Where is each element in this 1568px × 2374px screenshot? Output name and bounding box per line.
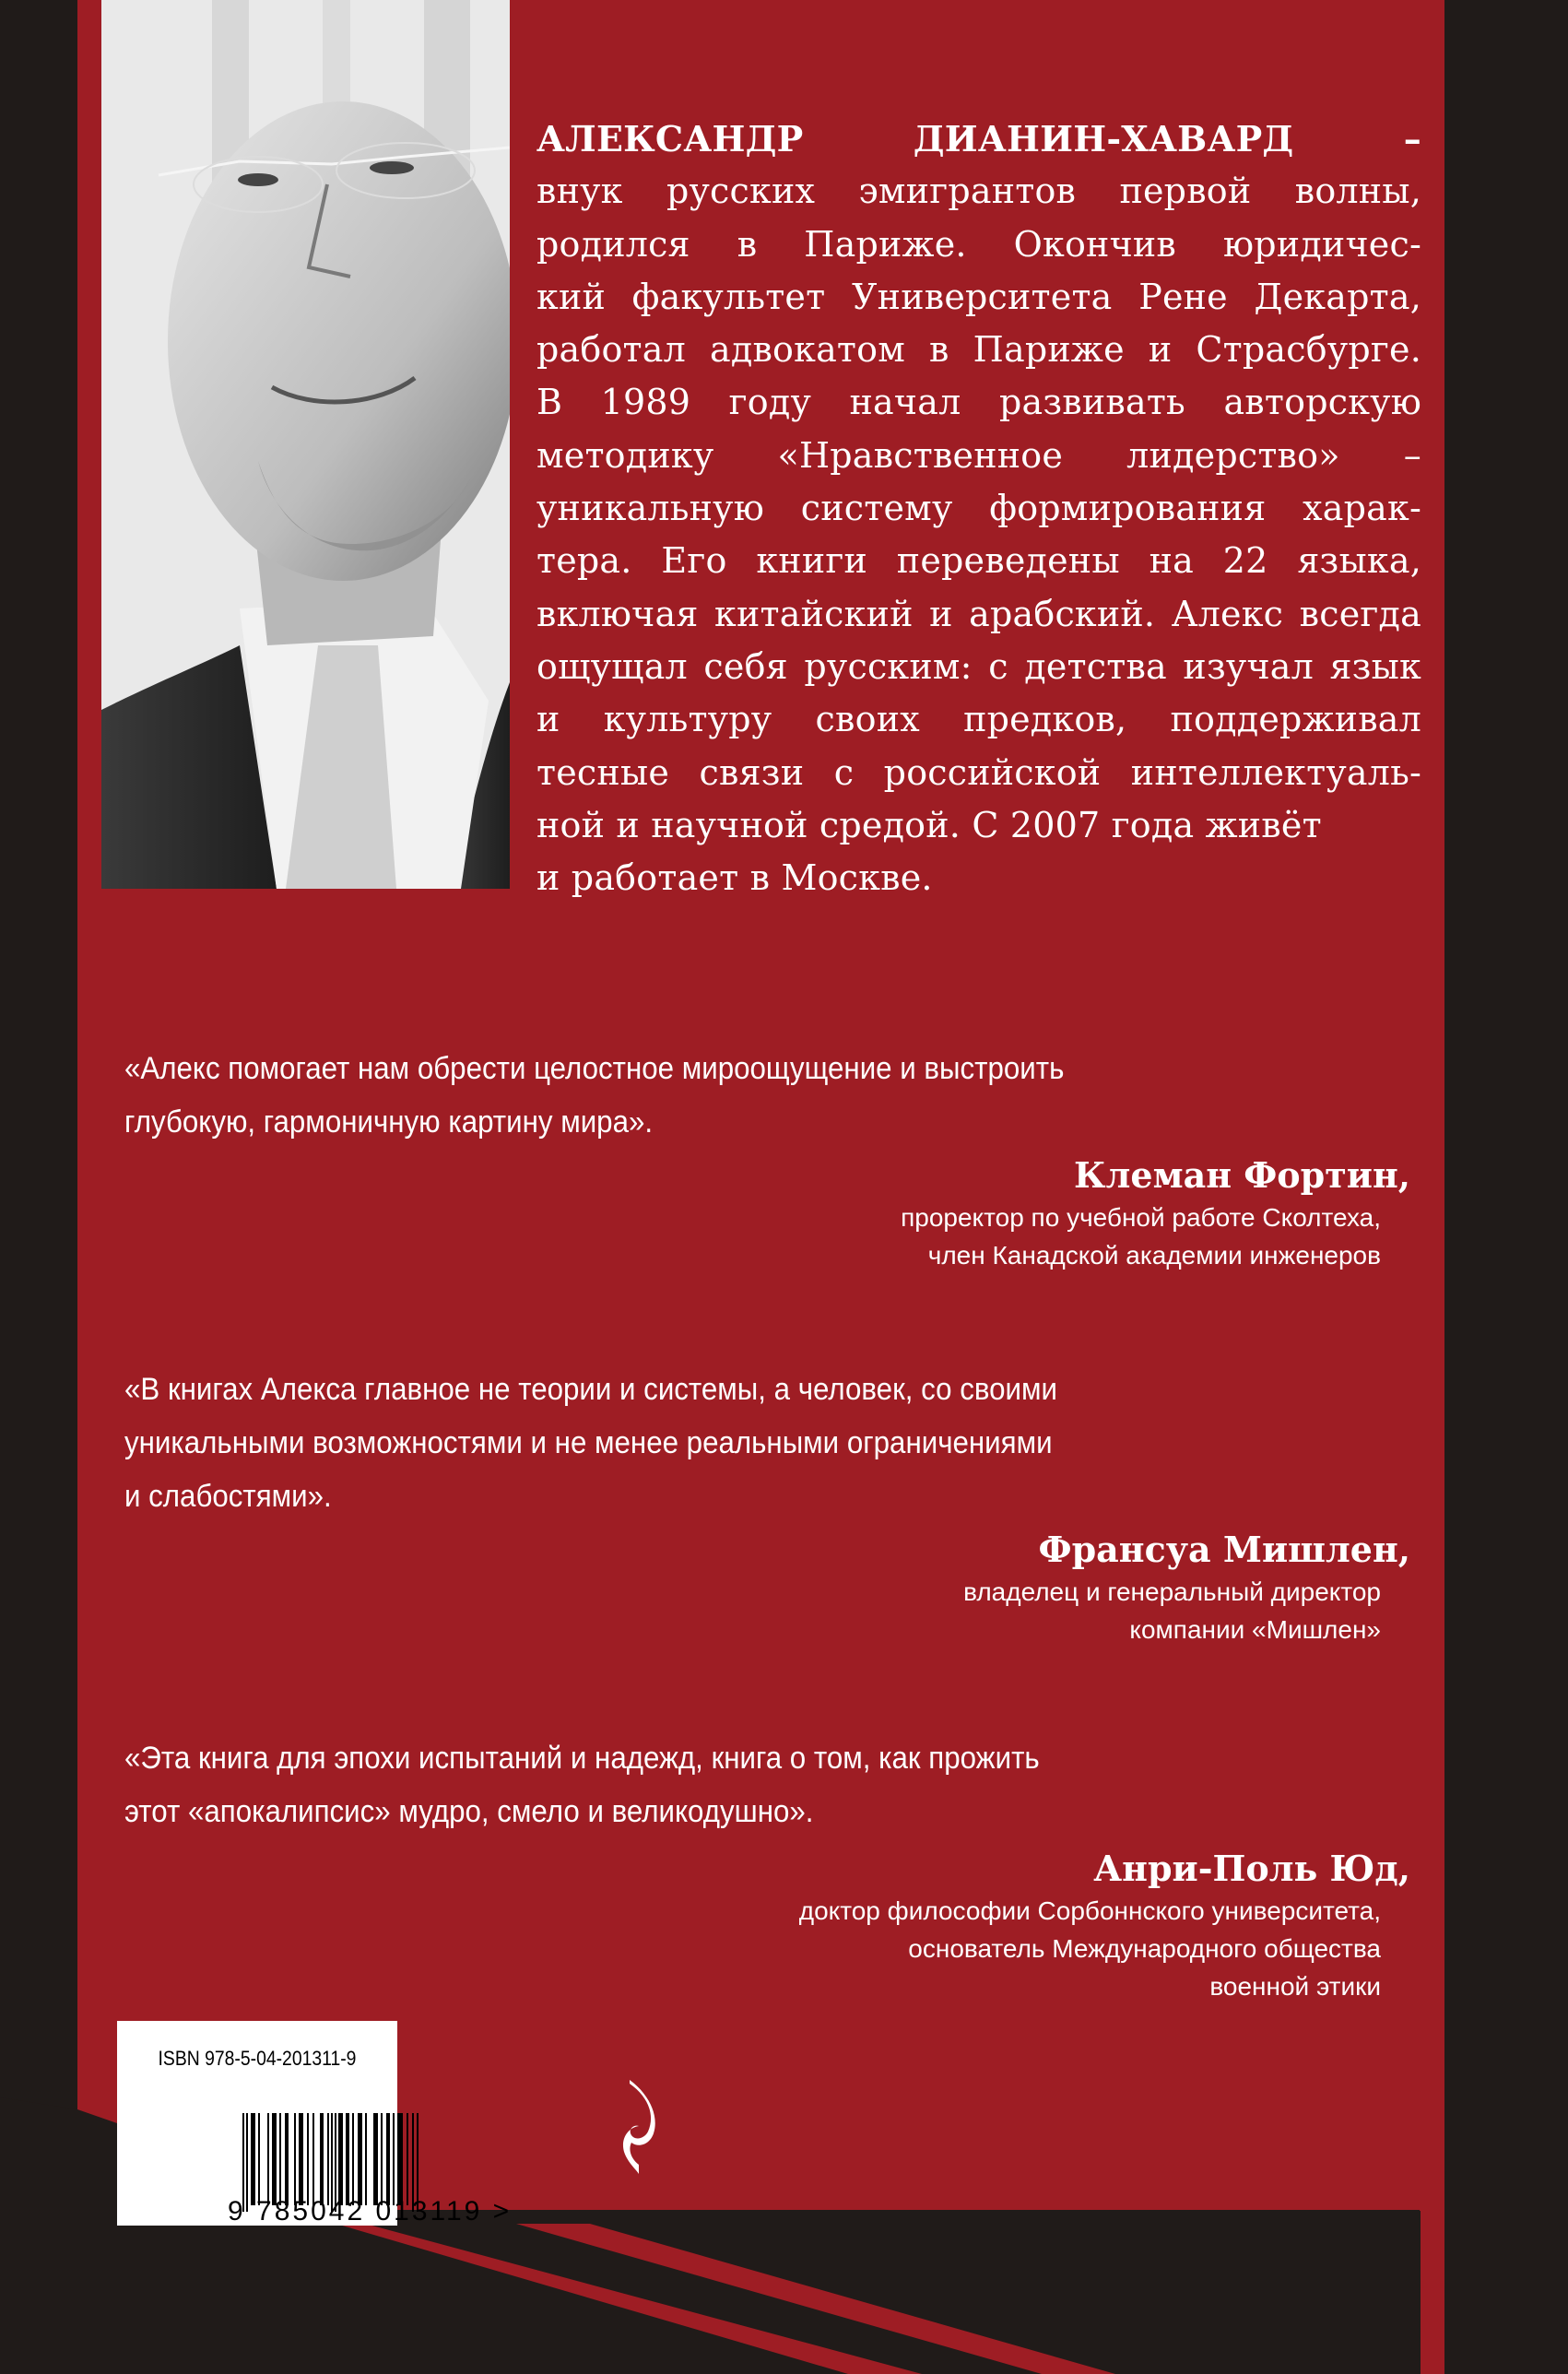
role-line: владелец и генеральный директор	[963, 1577, 1381, 1606]
role-line: проректор по учебной работе Сколтеха,	[901, 1203, 1381, 1232]
author-bio	[536, 112, 1421, 904]
role-line: доктор философии Сорбоннского университета,	[798, 1896, 1381, 1925]
role-line: член Канадской академии инженеров	[927, 1241, 1381, 1270]
quote-text	[124, 1363, 1405, 1523]
quote-line: «Алекс помогает нам обрести целостное мироощущение и выстроить	[124, 1051, 1065, 1086]
bio-line: и работает в Москве.	[536, 857, 933, 899]
bio-line: и культуру своих предков, поддерживал	[536, 699, 1421, 740]
quote-author: Франсуа Мишлен,	[1038, 1529, 1410, 1570]
quote-line: «В книгах Алекса главное не теории и системы, а человек, со своими	[124, 1372, 1057, 1407]
isbn-label: ISBN 978-5-04-201311-9	[158, 2047, 357, 2070]
ean-digits: 9 785042 013119 >	[228, 2196, 513, 2226]
quote-line: и слабостями».	[124, 1479, 332, 1514]
bio-line: уникальную систему формирования харак-	[536, 488, 1421, 529]
role-line: компании «Мишлен»	[1129, 1615, 1381, 1644]
testimonial-1	[124, 1042, 1410, 1274]
quote-line: «Эта книга для эпохи испытаний и надежд, книга о том, как прожить	[124, 1741, 1040, 1776]
role-line: военной этики	[1209, 1972, 1381, 2001]
bio-line: включая китайский и арабский. Алекс всегда	[536, 593, 1421, 634]
quote-line: глубокую, гармоничную картину мира».	[124, 1104, 654, 1140]
bio-line: родился в Париже. Окончив юридичес-	[536, 223, 1421, 265]
quote-text	[124, 1731, 1405, 1838]
quote-line: этот «апокалипсис» мудро, смело и великодушно».	[124, 1794, 814, 1829]
bio-line: тера. Его книги переведены на 22 языка,	[536, 540, 1421, 582]
author-role	[124, 1199, 1410, 1274]
portrait-illustration	[101, 0, 510, 889]
quote-author: Клеман Фортин,	[1074, 1154, 1410, 1196]
bio-line: внук русских эмигрантов первой волны,	[536, 171, 1421, 212]
testimonial-2	[124, 1363, 1410, 1648]
author-name: АЛЕКСАНДР ДИАНИН-ХАВАРД –	[536, 118, 1421, 159]
author-photo	[101, 0, 510, 889]
quote-text	[124, 1042, 1405, 1149]
author-role	[124, 1892, 1410, 2005]
testimonial-3	[124, 1731, 1410, 2005]
eksmo-logo-icon	[620, 2080, 657, 2176]
bio-line: работал адвокатом в Париже и Страсбурге.	[536, 329, 1421, 371]
bio-line: В 1989 году начал развивать авторскую	[536, 382, 1421, 423]
bio-line: методику «Нравственное лидерство» –	[536, 434, 1421, 476]
quote-line: уникальными возможностями и не менее реальными ограничениями	[124, 1425, 1053, 1460]
role-line: основатель Международного общества	[908, 1934, 1381, 1963]
bio-line: ощущал себя русским: с детства изучал язык	[536, 645, 1421, 687]
isbn-barcode	[117, 2021, 513, 2226]
bio-line: ной и научной средой. С 2007 года живёт	[536, 804, 1322, 845]
bio-line: тесные связи с российской интеллектуаль-	[536, 751, 1421, 793]
bio-line: кий факультет Университета Рене Декарта,	[536, 276, 1421, 317]
quote-author: Анри-Поль Юд,	[1093, 1848, 1410, 1889]
author-role	[124, 1573, 1410, 1648]
